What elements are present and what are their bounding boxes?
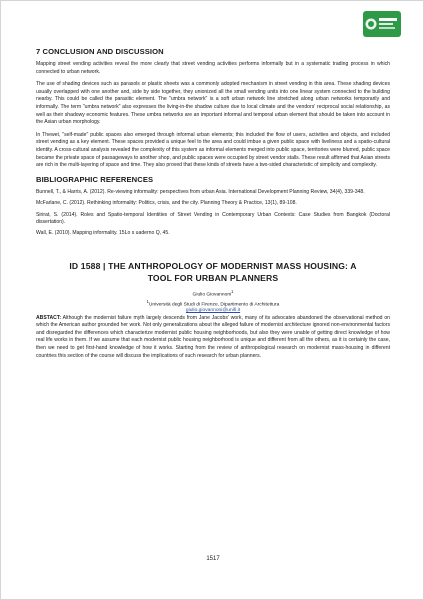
paper-title-line: TOOL FOR URBAN PLANNERS xyxy=(147,273,279,284)
section-heading: 7 CONCLUSION AND DISCUSSION xyxy=(36,47,164,56)
conference-logo xyxy=(363,11,401,37)
reference-item: Sirirat, S. (2014). Roles and Spatio-temporal Identities of Street Vending in Contemporary Urban Contexts: Case Studies from Bangkok (Doctoral dissertation). xyxy=(36,211,390,225)
abstract xyxy=(36,315,390,361)
paragraph: In Thewet, "self-made" public spaces also emerged through informal urban elements; this included the flow of users, activities and objects, and included street vending as a key element. These spaces provided a unique feel to the area and could imbue a given public space with liveliness and a spatio-cultural identity. A cross-cultural analysis revealed the complexity of this system as informal elements merged into public space, territories were blurred, public space became the private space of passageways to another shop, and public spaces were occupied by street vendor stalls. These result affirmed that Asian streets are rich in the multi-layering of space and time. They also proved that these kinds of streets have a two-sided characteristic of simplicity and complexity. xyxy=(36,131,390,169)
reference-item: Wall, E. (2010). Mapping informality. 15Lo s uaderno Q, 45. xyxy=(36,230,170,237)
affiliation-superscript: 1 xyxy=(146,298,149,304)
paragraph: The use of shading devices such as parasols or plastic sheets was a commonly adopted mechanism in street vending in this area. These shading devices usually overlapped with one another and, side by side together, they unionized all the small vending units into one linear system connected to the building nearby. This could be called the parasitic element. The "umbra network" is a soft urban network line stretched along urban networks temporarily and informally. The term "umbra network" also expresses the living-in-the shadow culture due to local climate and the vendors' reciprocal social relationship, as well as their shadowy economic features. These umbra networks are an important informal and temporal urban element that should be taken into account in the Asian urban morphology. xyxy=(36,81,390,126)
author-name xyxy=(36,289,390,299)
author-superscript: 1 xyxy=(231,288,234,294)
author-email-link[interactable]: giulio.giovannoni@unifi.it xyxy=(185,308,241,314)
paper-title-line: ID 1588 | THE ANTHROPOLOGY OF MODERNIST MASS HOUSING: A xyxy=(69,260,357,271)
page-content xyxy=(36,47,390,365)
references-heading: BIBLIOGRAPHIC REFERENCES xyxy=(36,174,154,184)
abstract-text: Although the modernist failure myth largely descends from Jane Jacobs' work, many of its advocates abandoned the observational method on which the American author grounded her work. Not only generalizations about the alleged failure of modernist architecture ignored non-environmental factors and disregarded the differences which characterize modernist public housing neighborhoods, but also they were unable of getting direct knowledge of how real life works in them. If we assume that each modernist public housing neighborhood is unique and different from all the others, as it is certainly the case, then we need to get first-hand knowledge of how it works. Starting from the review of anthropological research on modernist mass-housing in different countries this section of the course will discuss the implications of such research for urban planners. xyxy=(36,314,390,359)
abstract-label: ABSTACT: xyxy=(36,314,62,321)
reference-item: McFarlane, C. (2012). Rethinking informality: Politics, crisis, and the city. Planning Theory & Practice, 13(1), 89-108. xyxy=(36,200,297,207)
paper-title xyxy=(36,260,390,285)
author-name-text: Giulio Giovannoni xyxy=(192,292,232,298)
page-number: 1517 xyxy=(206,556,220,562)
reference-item: Bunnell, T., & Harris, A. (2012). Re-viewing informality: perspectives from urban Asia. International Development Planning Review, 34(4), 339-348. xyxy=(36,188,365,195)
author-affiliation xyxy=(36,299,390,309)
paragraph: Mapping street vending activities reveal the more clearly that street vending activities performs informally but in a systematic trading process in which connected to urban network. xyxy=(36,61,390,75)
affiliation-text: Università degli Studi di Firenze, Dipartimento di Architettura xyxy=(148,302,280,308)
